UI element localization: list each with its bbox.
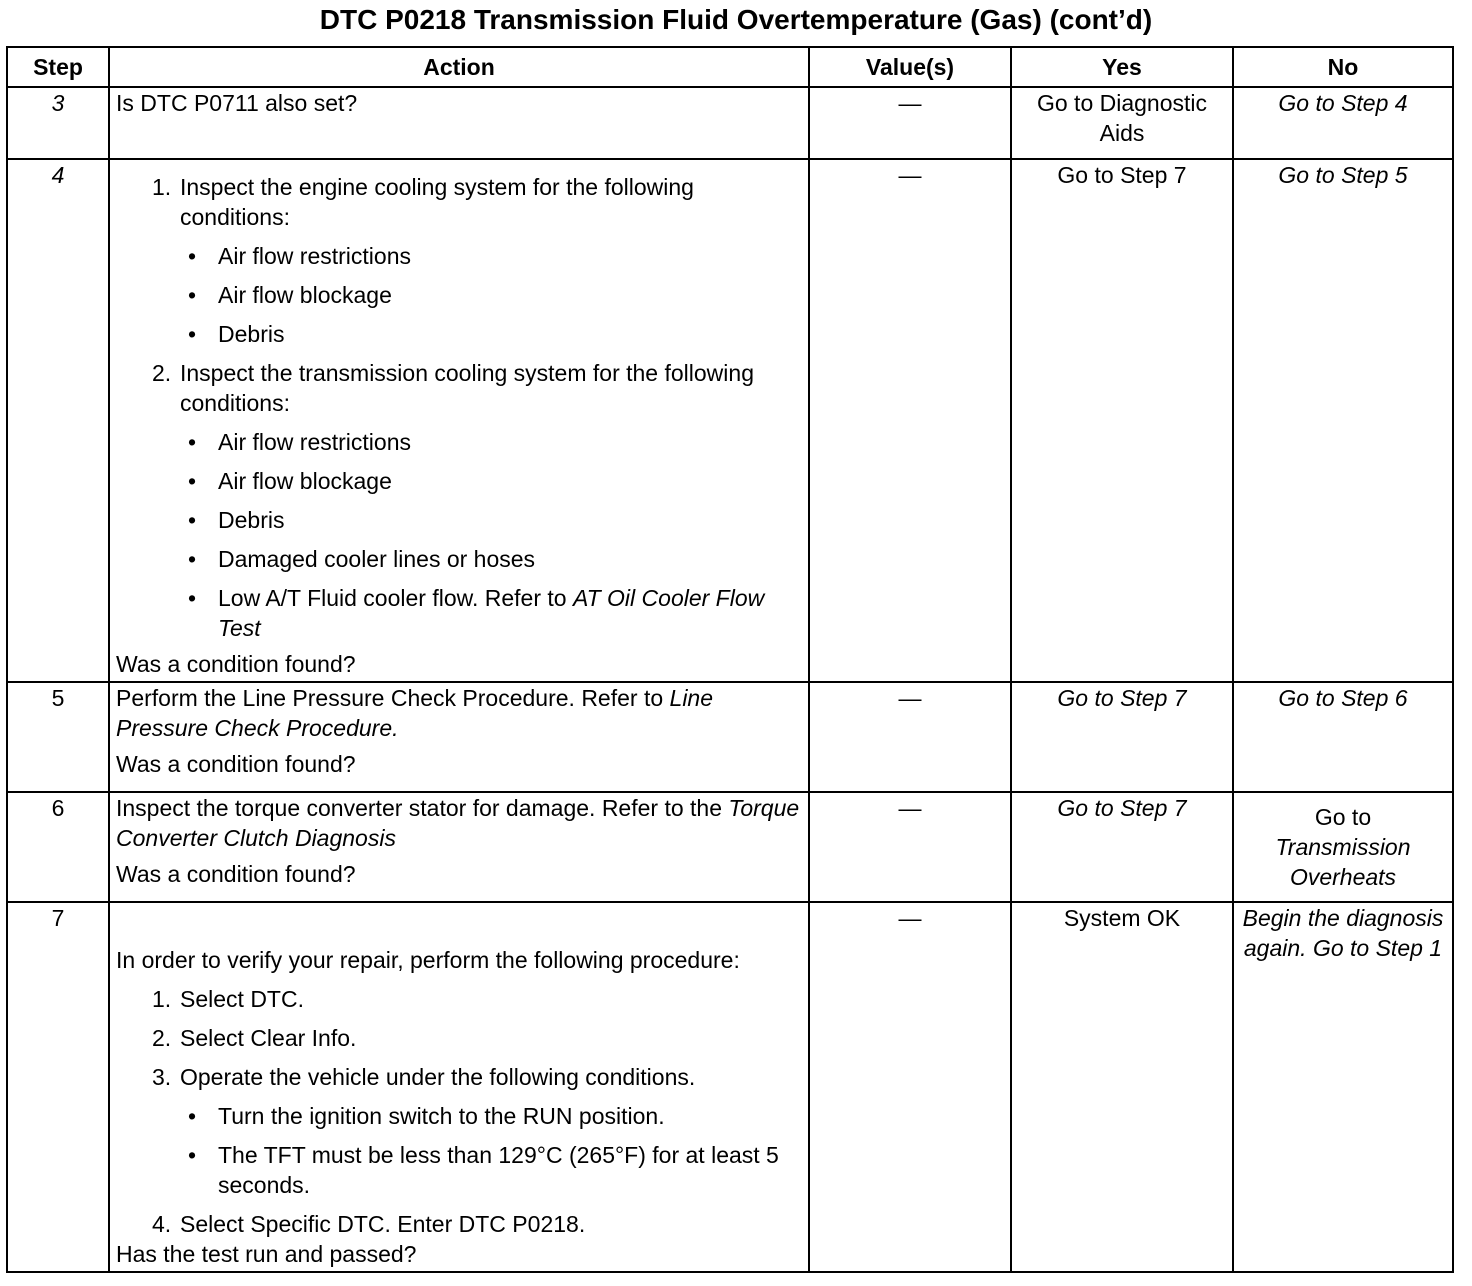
value-cell: — <box>809 682 1011 792</box>
diagnostic-table <box>6 46 1454 1273</box>
action-bullet: • Turn the ignition switch to the RUN position. <box>188 1103 665 1129</box>
table-row-step-3 <box>7 87 1453 159</box>
reference-link[interactable]: AT Oil Cooler Flow Test <box>218 585 765 641</box>
header-action: Action <box>109 47 809 87</box>
page-title: DTC P0218 Transmission Fluid Overtemperature (Gas) (cont’d) <box>319 4 1153 35</box>
yes-cell: Go to Diagnostic Aids <box>1011 87 1233 159</box>
value-cell: — <box>809 792 1011 902</box>
value-cell: — <box>809 159 1011 682</box>
step-number: 5 <box>7 682 109 792</box>
action-text: Inspect the torque converter stator for damage. Refer to the Torque Converter Clutch Diagnosis <box>116 795 800 851</box>
action-intro: In order to verify your repair, perform the following procedure: <box>116 947 740 973</box>
action-bullet: • Debris <box>188 507 285 533</box>
header-step: Step <box>7 47 109 87</box>
value-cell: — <box>809 87 1011 159</box>
reference-link[interactable]: Transmission Overheats <box>1275 834 1411 890</box>
action-cell <box>109 159 809 682</box>
action-cell <box>109 792 809 902</box>
action-bullet: • Low A/T Fluid cooler flow. Refer to AT Oil Cooler Flow Test <box>188 585 765 641</box>
action-bullet: • Debris <box>188 321 285 347</box>
no-cell: Begin the diagnosis again. Go to Step 1 <box>1233 902 1453 1272</box>
table-row-step-4 <box>7 159 1453 682</box>
action-list-item: 1. Select DTC. <box>152 986 304 1012</box>
action-bullet: • Air flow blockage <box>188 468 392 494</box>
reference-link[interactable]: Line Pressure Check Procedure. <box>116 685 714 741</box>
value-cell: — <box>809 902 1011 1272</box>
step-number: 7 <box>7 902 109 1272</box>
action-list-item: 2. Inspect the transmission cooling system for the following conditions: <box>152 360 754 416</box>
no-cell <box>1233 792 1453 902</box>
action-question: Has the test run and passed? <box>116 1241 417 1267</box>
action-list-item: 1. Inspect the engine cooling system for the following conditions: <box>152 174 694 230</box>
table-row-step-5 <box>7 682 1453 792</box>
header-values: Value(s) <box>809 47 1011 87</box>
yes-cell: Go to Step 7 <box>1011 159 1233 682</box>
action-bullet: • Damaged cooler lines or hoses <box>188 546 536 572</box>
action-list-item: 3. Operate the vehicle under the following conditions. <box>152 1064 696 1090</box>
action-bullet: • The TFT must be less than 129°C (265°F) for at least 5 seconds. <box>188 1142 779 1198</box>
yes-cell: System OK <box>1011 902 1233 1272</box>
action-question: Was a condition found? <box>116 651 356 677</box>
step-number: 6 <box>7 792 109 902</box>
yes-cell: Go to Step 7 <box>1011 682 1233 792</box>
action-cell <box>109 682 809 792</box>
step-number: 3 <box>7 87 109 159</box>
action-list-item: 4. Select Specific DTC. Enter DTC P0218. <box>152 1211 586 1237</box>
no-cell: Go to Step 4 <box>1233 87 1453 159</box>
action-question: Was a condition found? <box>116 861 356 887</box>
yes-cell: Go to Step 7 <box>1011 792 1233 902</box>
action-question: Is DTC P0711 also set? <box>116 90 358 116</box>
step-number: 4 <box>7 159 109 682</box>
action-text: Perform the Line Pressure Check Procedure. Refer to Line Pressure Check Procedure. <box>116 685 714 741</box>
table-row-step-7 <box>7 902 1453 1272</box>
action-bullet: • Air flow blockage <box>188 282 392 308</box>
table-row-step-6 <box>7 792 1453 902</box>
header-no: No <box>1233 47 1453 87</box>
action-list-item: 2. Select Clear Info. <box>152 1025 357 1051</box>
reference-link[interactable]: Torque Converter Clutch Diagnosis <box>116 795 800 851</box>
action-bullet: • Air flow restrictions <box>188 429 411 455</box>
no-cell: Go to Step 5 <box>1233 159 1453 682</box>
action-cell <box>109 87 809 159</box>
action-question: Was a condition found? <box>116 751 356 777</box>
header-row <box>7 47 1453 87</box>
no-prefix: Go to <box>1314 804 1372 830</box>
no-cell: Go to Step 6 <box>1233 682 1453 792</box>
action-cell <box>109 902 809 1272</box>
header-yes: Yes <box>1011 47 1233 87</box>
action-bullet: • Air flow restrictions <box>188 243 411 269</box>
